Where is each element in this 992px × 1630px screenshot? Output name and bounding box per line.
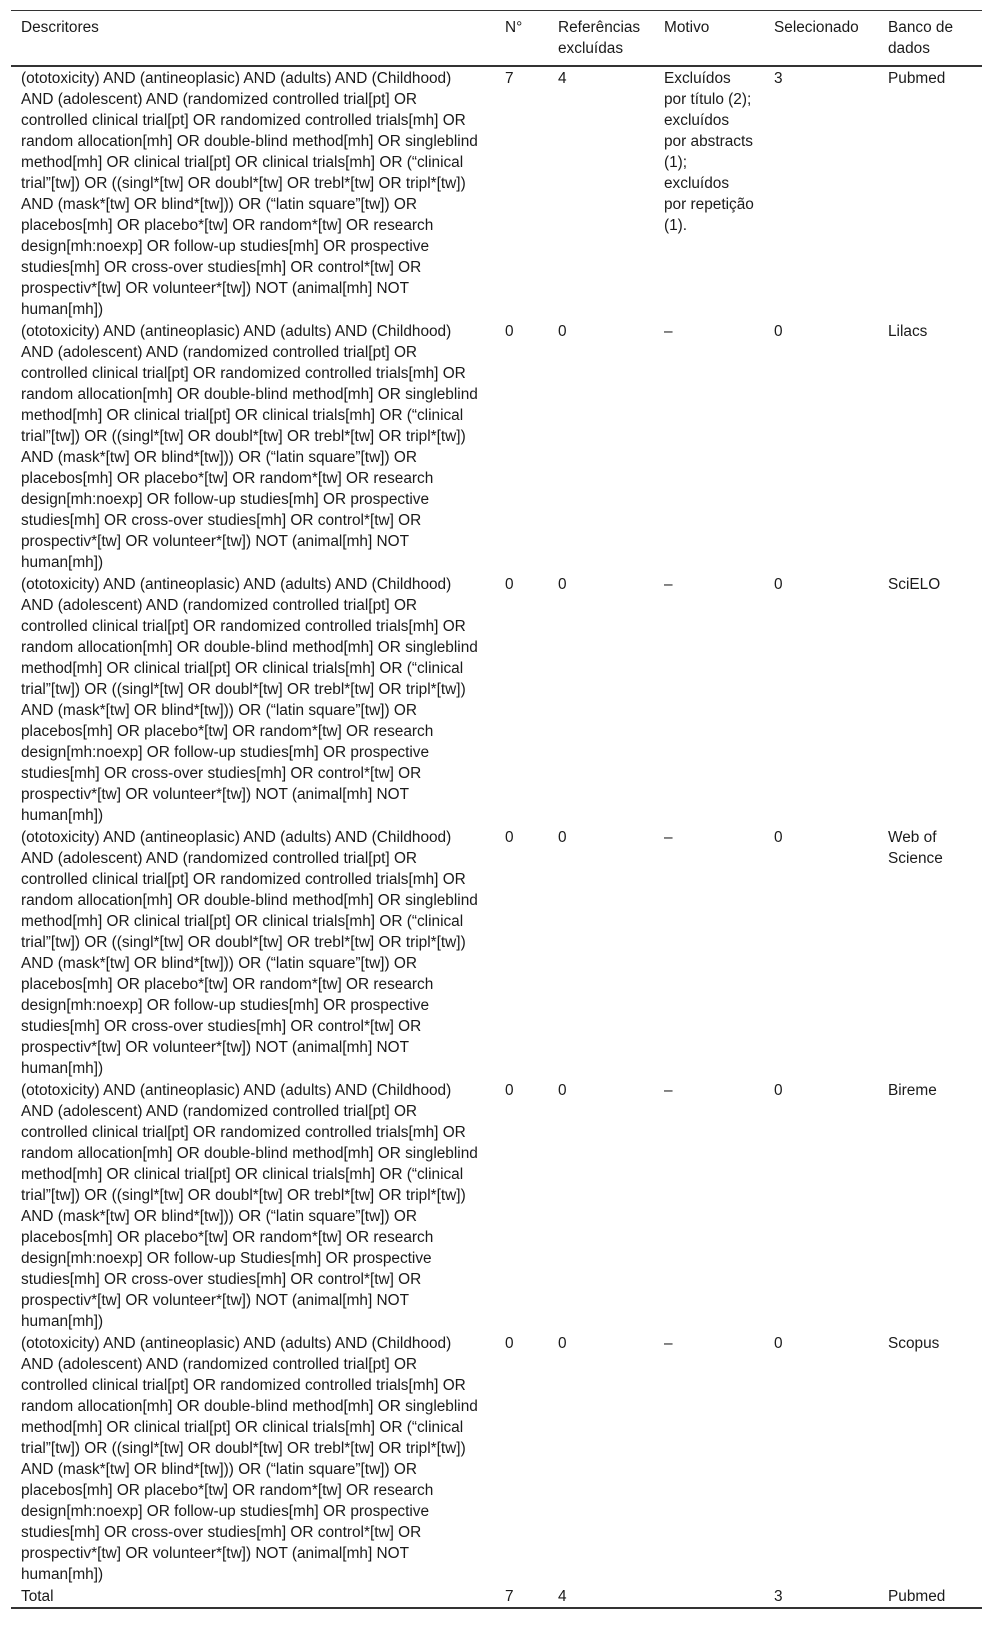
- table-row: [11, 573, 982, 826]
- cell-referencias: 0: [558, 576, 567, 593]
- total-referencias: 4: [558, 1588, 567, 1605]
- header-referencias: Referências excluídas: [548, 11, 654, 67]
- cell-motivo: Excluídos por título (2); excluídos por abstracts (1); excluídos por repetição (1).: [664, 70, 754, 234]
- cell-selecionado: 0: [774, 829, 783, 846]
- cell-n: 0: [505, 829, 514, 846]
- table-body: [11, 66, 982, 1608]
- cell-banco: Scopus: [888, 1335, 940, 1352]
- cell-n: 0: [505, 323, 514, 340]
- cell-referencias: 0: [558, 829, 567, 846]
- total-banco: Pubmed: [888, 1588, 946, 1605]
- search-results-table: [11, 10, 982, 1609]
- cell-selecionado: 0: [774, 576, 783, 593]
- cell-descritores: (ototoxicity) AND (antineoplasic) AND (adults) AND (Childhood) AND (adolescent) AND (randomized controlled trial[pt] OR controlled clinical trial[pt] OR randomized controlled trials[mh] OR random allocation[mh] OR double-blind method[mh] OR singleblind method[mh] OR clinical trial[pt] OR clinical trials[mh] OR (“clinical trial”[tw]) OR ((singl*[tw] OR doubl*[tw] OR trebl*[tw] OR tripl*[tw]) AND (mask*[tw] OR blind*[tw])) OR (“latin square”[tw]) OR placebos[mh] OR placebo*[tw] OR random*[tw] OR research design[mh:noexp] OR follow-up studies[mh] OR prospective studies[mh] OR cross-over studies[mh] OR control*[tw] OR prospectiv*[tw] OR volunteer*[tw]) NOT (animal[mh] NOT human[mh]): [21, 1335, 478, 1583]
- cell-referencias: 0: [558, 1082, 567, 1099]
- cell-n: 0: [505, 576, 514, 593]
- cell-n: 0: [505, 1335, 514, 1352]
- cell-descritores: (ototoxicity) AND (antineoplasic) AND (adults) AND (Childhood) AND (adolescent) AND (randomized controlled trial[pt] OR controlled clinical trial[pt] OR randomized controlled trials[mh] OR random allocation[mh] OR double-blind method[mh] OR singleblind method[mh] OR clinical trial[pt] OR clinical trials[mh] OR (“clinical trial”[tw]) OR ((singl*[tw] OR doubl*[tw] OR trebl*[tw] OR tripl*[tw]) AND (mask*[tw] OR blind*[tw])) OR (“latin square”[tw]) OR placebos[mh] OR placebo*[tw] OR random*[tw] OR research design[mh:noexp] OR follow-up studies[mh] OR prospective studies[mh] OR cross-over studies[mh] OR control*[tw] OR prospectiv*[tw] OR volunteer*[tw]) NOT (animal[mh] NOT human[mh]): [21, 323, 478, 571]
- table-header: [11, 11, 982, 67]
- header-descritores: Descritores: [11, 11, 495, 67]
- cell-banco: Web of Science: [888, 829, 943, 867]
- cell-selecionado: 0: [774, 1335, 783, 1352]
- header-motivo: Motivo: [654, 11, 764, 67]
- table-row: [11, 320, 982, 573]
- header-n: N°: [495, 11, 548, 67]
- header-row: [11, 11, 982, 67]
- cell-motivo: –: [664, 829, 673, 846]
- total-row: [11, 1585, 982, 1608]
- cell-banco: Pubmed: [888, 70, 946, 87]
- cell-banco: Bireme: [888, 1082, 937, 1099]
- cell-referencias: 0: [558, 1335, 567, 1352]
- cell-selecionado: 0: [774, 1082, 783, 1099]
- cell-banco: SciELO: [888, 576, 941, 593]
- header-banco: Banco de dados: [878, 11, 982, 67]
- cell-selecionado: 3: [774, 70, 783, 87]
- cell-referencias: 0: [558, 323, 567, 340]
- total-n: 7: [505, 1588, 514, 1605]
- cell-descritores: (ototoxicity) AND (antineoplasic) AND (adults) AND (Childhood) AND (adolescent) AND (randomized controlled trial[pt] OR controlled clinical trial[pt] OR randomized controlled trials[mh] OR random allocation[mh] OR double-blind method[mh] OR singleblind method[mh] OR clinical trial[pt] OR clinical trials[mh] OR (“clinical trial”[tw]) OR ((singl*[tw] OR doubl*[tw] OR trebl*[tw] OR tripl*[tw]) AND (mask*[tw] OR blind*[tw])) OR (“latin square”[tw]) OR placebos[mh] OR placebo*[tw] OR random*[tw] OR research design[mh:noexp] OR follow-up studies[mh] OR prospective studies[mh] OR cross-over studies[mh] OR control*[tw] OR prospectiv*[tw] OR volunteer*[tw]) NOT (animal[mh] NOT human[mh]): [21, 70, 478, 318]
- table-row: [11, 66, 982, 320]
- cell-referencias: 4: [558, 70, 567, 87]
- cell-descritores: (ototoxicity) AND (antineoplasic) AND (adults) AND (Childhood) AND (adolescent) AND (randomized controlled trial[pt] OR controlled clinical trial[pt] OR randomized controlled trials[mh] OR random allocation[mh] OR double-blind method[mh] OR singleblind method[mh] OR clinical trial[pt] OR clinical trials[mh] OR (“clinical trial”[tw]) OR ((singl*[tw] OR doubl*[tw] OR trebl*[tw] OR tripl*[tw]) AND (mask*[tw] OR blind*[tw])) OR (“latin square”[tw]) OR placebos[mh] OR placebo*[tw] OR random*[tw] OR research design[mh:noexp] OR follow-up studies[mh] OR prospective studies[mh] OR cross-over studies[mh] OR control*[tw] OR prospectiv*[tw] OR volunteer*[tw]) NOT (animal[mh] NOT human[mh]): [21, 829, 478, 1077]
- cell-n: 7: [505, 70, 514, 87]
- cell-motivo: –: [664, 1335, 673, 1352]
- total-selecionado: 3: [774, 1588, 783, 1605]
- header-selecionado: Selecionado: [764, 11, 878, 67]
- cell-motivo: –: [664, 1082, 673, 1099]
- total-label: Total: [21, 1588, 54, 1605]
- cell-descritores: (ototoxicity) AND (antineoplasic) AND (adults) AND (Childhood) AND (adolescent) AND (randomized controlled trial[pt] OR controlled clinical trial[pt] OR randomized controlled trials[mh] OR random allocation[mh] OR double-blind method[mh] OR singleblind method[mh] OR clinical trial[pt] OR clinical trials[mh] OR (“clinical trial”[tw]) OR ((singl*[tw] OR doubl*[tw] OR trebl*[tw] OR tripl*[tw]) AND (mask*[tw] OR blind*[tw])) OR (“latin square”[tw]) OR placebos[mh] OR placebo*[tw] OR random*[tw] OR research design[mh:noexp] OR follow-up studies[mh] OR prospective studies[mh] OR cross-over studies[mh] OR control*[tw] OR prospectiv*[tw] OR volunteer*[tw]) NOT (animal[mh] NOT human[mh]): [21, 576, 478, 824]
- table-row: [11, 826, 982, 1079]
- cell-motivo: –: [664, 576, 673, 593]
- table-row: [11, 1332, 982, 1585]
- cell-motivo: –: [664, 323, 673, 340]
- total-motivo: [654, 1585, 764, 1608]
- cell-descritores: (ototoxicity) AND (antineoplasic) AND (adults) AND (Childhood) AND (adolescent) AND (randomized controlled trial[pt] OR controlled clinical trial[pt] OR randomized controlled trials[mh] OR random allocation[mh] OR double-blind method[mh] OR singleblind method[mh] OR clinical trial[pt] OR clinical trials[mh] OR (“clinical trial”[tw]) OR ((singl*[tw] OR doubl*[tw] OR trebl*[tw] OR tripl*[tw]) AND (mask*[tw] OR blind*[tw])) OR (“latin square”[tw]) OR placebos[mh] OR placebo*[tw] OR random*[tw] OR research design[mh:noexp] OR follow-up Studies[mh] OR prospective studies[mh] OR cross-over studies[mh] OR control*[tw] OR prospectiv*[tw] OR volunteer*[tw]) NOT (animal[mh] NOT human[mh]): [21, 1082, 478, 1330]
- cell-banco: Lilacs: [888, 323, 928, 340]
- cell-selecionado: 0: [774, 323, 783, 340]
- table-row: [11, 1079, 982, 1332]
- cell-n: 0: [505, 1082, 514, 1099]
